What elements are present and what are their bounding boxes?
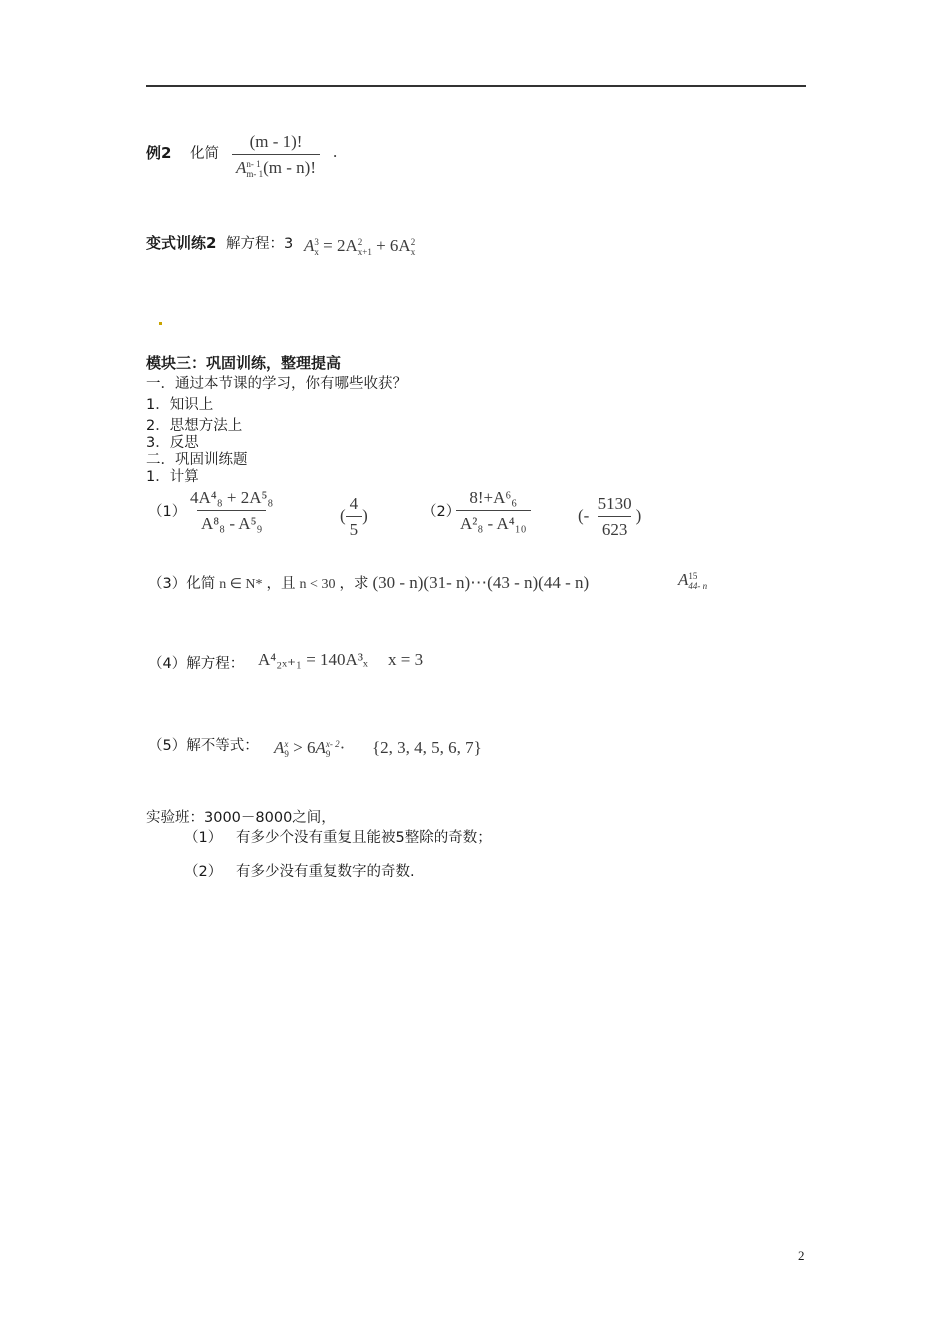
problem-4-label: （4）解方程： <box>148 656 245 672</box>
calc-heading: 1．计算 <box>146 469 199 485</box>
problem-3-answer: A 15 44- n <box>678 570 708 592</box>
problem-3-cond1: n ∈ N* <box>219 577 263 592</box>
problem-2-fraction: $\frac{\text{8!+A⁶₆}}{\text{A²₈ - A⁴₁₀}}$ <box>456 488 531 534</box>
example-numerator: (m - 1)! <box>249 132 303 151</box>
lab-q2-number: （2） <box>184 864 223 880</box>
stray-mark <box>159 322 162 325</box>
variant-label: 变式训练2 <box>146 234 217 252</box>
problem-3-cond2: n < 30 <box>299 577 336 592</box>
problem-3 <box>148 572 589 593</box>
example-denominator: A n- 1 m- 1 (m - n)! <box>232 154 320 179</box>
lab-title: 实验班：3000－8000之间， <box>146 810 336 826</box>
variant-text: 解方程：3 <box>226 236 294 252</box>
reflection-item-1: 1．知识上 <box>146 397 214 413</box>
problem-2-answer: (- $\frac{5130}{623}$ ) <box>578 494 642 539</box>
page-number: 2 <box>798 1248 805 1263</box>
problem-4-expr: A⁴₂ₓ₊₁ = 140A³ₓ <box>258 650 368 669</box>
module-title: 模块三：巩固训练，整理提高 <box>146 354 342 372</box>
header-rule <box>146 85 806 87</box>
problem-3-sep: ，且 <box>266 576 296 592</box>
reflection-item-3: 3．反思 <box>146 435 199 451</box>
problem-3-label: （3）化简 <box>148 576 216 592</box>
problem-3-expr: (30 - n)(31- n)⋯(43 - n)(44 - n) <box>372 573 590 592</box>
example-label: 例2 <box>146 144 172 162</box>
problem-1-answer: ( $\frac{4}{5}$ ) <box>340 494 368 539</box>
reflection-question: 一．通过本节课的学习，你有哪些收获？ <box>146 376 407 392</box>
example-tail: . <box>333 142 338 161</box>
reflection-item-2: 2．思想方法上 <box>146 418 243 434</box>
problem-4-answer: x = 3 <box>388 650 424 669</box>
lab-q1-text: 有多少个没有重复且能被5整除的奇数； <box>236 830 492 846</box>
variant-equation: A 3 x = 2A 2 x+1 + 6A 2 x <box>304 236 416 258</box>
example-fraction <box>232 132 320 179</box>
problem-3-ask: ，求 <box>339 576 369 592</box>
problem-5-answer: {2, 3, 4, 5, 6, 7} <box>372 738 482 757</box>
problem-5-label: （5）解不等式： <box>148 738 259 754</box>
problem-1-fraction: $\frac{\text{4A⁴₈ + 2A⁵₈}}{\text{A⁸₈ - A⁵₉}}$ <box>190 488 274 533</box>
problem-2-label: （2） <box>422 504 461 520</box>
problem-1-label: （1） <box>148 504 187 520</box>
lab-q1-number: （1） <box>184 830 223 846</box>
example-text: 化简 <box>190 146 219 162</box>
lab-q2-text: 有多少没有重复数字的奇数. <box>236 864 415 880</box>
exercise-heading: 二．巩固训练题 <box>146 452 248 468</box>
problem-5-expr: A x 9 > 6A x- 2 9 · <box>274 738 346 760</box>
